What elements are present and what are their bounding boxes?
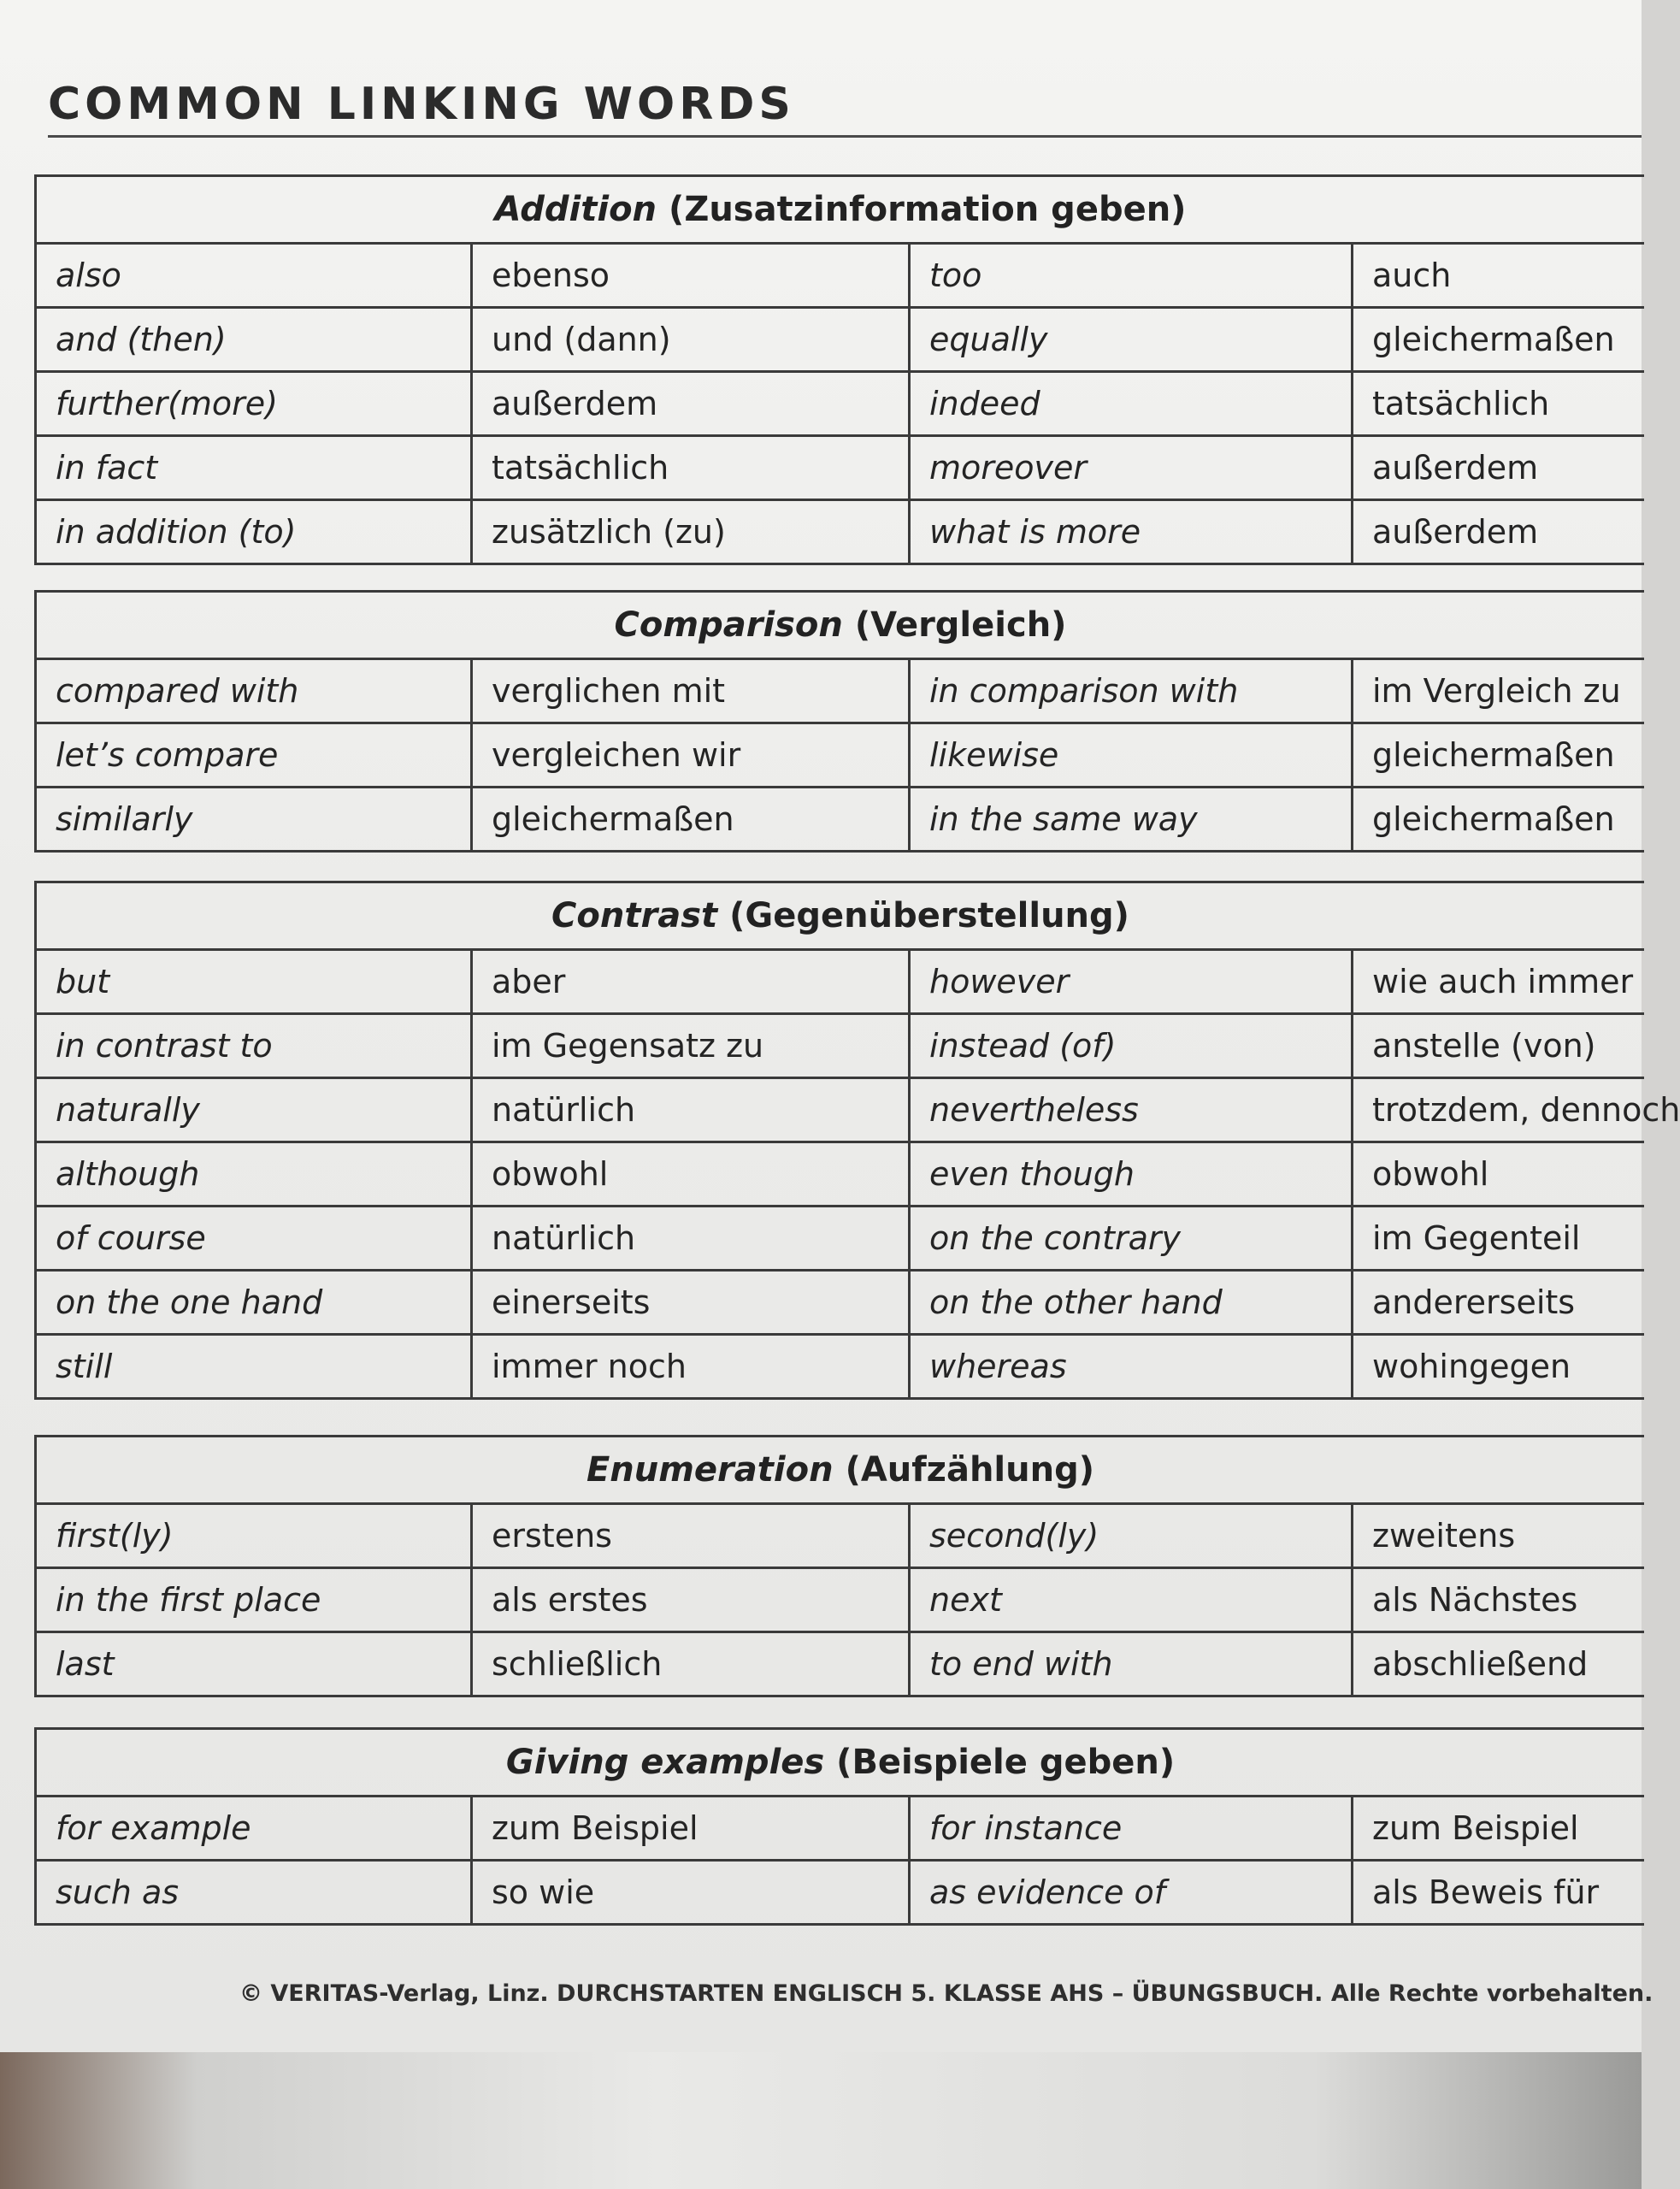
- german-translation: als Beweis für: [1372, 1873, 1600, 1911]
- english-term: of course: [37, 1207, 473, 1269]
- german-translation: vergleichen wir: [473, 724, 911, 786]
- german-translation: als erstes: [473, 1569, 911, 1631]
- table-row: [37, 1079, 1680, 1143]
- english-term: in the same way: [911, 788, 1353, 850]
- german-translation: natürlich: [473, 1079, 911, 1141]
- english-term: in contrast to: [37, 1015, 473, 1077]
- german-translation: obwohl: [473, 1143, 911, 1205]
- table-row: [37, 373, 1644, 437]
- english-term: but: [37, 951, 473, 1012]
- english-term: first(ly): [37, 1505, 473, 1567]
- german-translation: außerdem: [1372, 513, 1539, 551]
- german-translation: anstelle (von): [1372, 1027, 1596, 1065]
- german-translation: im Vergleich zu: [1372, 672, 1621, 710]
- english-term: naturally: [37, 1079, 473, 1141]
- german-translation: außerdem: [1372, 449, 1539, 487]
- english-term: further(more): [37, 373, 473, 434]
- table-row: [37, 309, 1644, 373]
- english-term: even though: [911, 1143, 1353, 1205]
- german-translation: andererseits: [1372, 1283, 1576, 1321]
- german-translation: abschließend: [1372, 1645, 1589, 1683]
- section-title-english: Enumeration: [586, 1450, 834, 1490]
- english-term: on the one hand: [37, 1272, 473, 1333]
- table-row: [37, 1336, 1644, 1400]
- german-translation: und (dann): [473, 309, 911, 370]
- english-term: last: [37, 1633, 473, 1695]
- table-row: [37, 1633, 1644, 1697]
- table-row: [37, 1015, 1644, 1079]
- section-title-english: Contrast: [551, 896, 718, 935]
- german-translation: tatsächlich: [473, 437, 911, 499]
- english-term: to end with: [911, 1633, 1353, 1695]
- german-translation: gleichermaßen: [1372, 736, 1615, 774]
- section-title-german: (Vergleich): [854, 605, 1067, 645]
- german-translation: wohingegen: [1372, 1348, 1571, 1385]
- table-row: [37, 1862, 1644, 1926]
- table-row: [37, 1797, 1644, 1862]
- english-term: next: [911, 1569, 1353, 1631]
- german-translation: so wie: [473, 1862, 911, 1923]
- german-translation: zusätzlich (zu): [473, 501, 911, 563]
- section-title-german: (Gegenüberstellung): [729, 896, 1129, 935]
- english-term: moreover: [911, 437, 1353, 499]
- english-term: let’s compare: [37, 724, 473, 786]
- english-term: in the first place: [37, 1569, 473, 1631]
- english-term: however: [911, 951, 1353, 1012]
- english-term: second(ly): [911, 1505, 1353, 1567]
- german-translation: gleichermaßen: [1372, 800, 1615, 838]
- german-translation: aber: [473, 951, 911, 1012]
- german-translation: verglichen mit: [473, 660, 911, 722]
- section-header: [37, 593, 1644, 660]
- english-term: as evidence of: [911, 1862, 1353, 1923]
- german-translation: gleichermaßen: [1372, 321, 1615, 358]
- english-term: on the contrary: [911, 1207, 1353, 1269]
- german-translation: immer noch: [473, 1336, 911, 1397]
- table-row: [37, 501, 1644, 565]
- copyright-footer: © VERITAS-Verlag, Linz. DURCHSTARTEN ENGLISCH 5. KLASSE AHS – ÜBUNGSBUCH. Alle Rechte vorbehalten.: [239, 1980, 1653, 2007]
- table-row: [37, 245, 1644, 309]
- section-enumeration: [34, 1435, 1644, 1697]
- section-addition: [34, 174, 1644, 565]
- table-row: [37, 1207, 1644, 1272]
- english-term: for instance: [911, 1797, 1353, 1859]
- desk-background: [0, 2052, 1642, 2189]
- german-translation: gleichermaßen: [473, 788, 911, 850]
- german-translation: ebenso: [473, 245, 911, 306]
- section-header: [37, 883, 1644, 951]
- german-translation: schließlich: [473, 1633, 911, 1695]
- english-term: likewise: [911, 724, 1353, 786]
- section-title-english: Giving examples: [505, 1743, 825, 1782]
- english-term: in comparison with: [911, 660, 1353, 722]
- english-term: indeed: [911, 373, 1353, 434]
- german-translation: trotzdem, dennoch: [1372, 1091, 1680, 1129]
- section-contrast: [34, 881, 1680, 1400]
- table-row: [37, 951, 1644, 1015]
- english-term: still: [37, 1336, 473, 1397]
- german-translation: zum Beispiel: [1372, 1809, 1579, 1847]
- table-row: [37, 1505, 1644, 1569]
- german-translation: wie auch immer: [1372, 963, 1634, 1000]
- table-row: [37, 1569, 1644, 1633]
- english-term: and (then): [37, 309, 473, 370]
- section-title-english: Addition: [494, 190, 657, 229]
- german-translation: zum Beispiel: [473, 1797, 911, 1859]
- german-translation: einerseits: [473, 1272, 911, 1333]
- english-term: similarly: [37, 788, 473, 850]
- section-title-german: (Beispiele geben): [836, 1743, 1176, 1782]
- english-term: for example: [37, 1797, 473, 1859]
- english-term: too: [911, 245, 1353, 306]
- english-term: equally: [911, 309, 1353, 370]
- table-row: [37, 1272, 1644, 1336]
- page-title: COMMON LINKING WORDS: [48, 79, 795, 130]
- english-term: whereas: [911, 1336, 1353, 1397]
- english-term: although: [37, 1143, 473, 1205]
- german-translation: erstens: [473, 1505, 911, 1567]
- german-translation: zweitens: [1372, 1517, 1516, 1555]
- english-term: on the other hand: [911, 1272, 1353, 1333]
- section-title-german: (Aufzählung): [845, 1450, 1095, 1490]
- section-title-english: Comparison: [614, 605, 843, 645]
- german-translation: außerdem: [473, 373, 911, 434]
- section-title-german: (Zusatzinformation geben): [669, 190, 1187, 229]
- section-comparison: [34, 590, 1644, 853]
- german-translation: natürlich: [473, 1207, 911, 1269]
- german-translation: obwohl: [1372, 1155, 1489, 1193]
- english-term: in addition (to): [37, 501, 473, 563]
- section-header: [37, 177, 1644, 245]
- german-translation: als Nächstes: [1372, 1581, 1578, 1619]
- english-term: such as: [37, 1862, 473, 1923]
- english-term: instead (of): [911, 1015, 1353, 1077]
- table-row: [37, 788, 1644, 853]
- table-row: [37, 660, 1644, 724]
- title-rule: [48, 135, 1642, 138]
- section-header: [37, 1730, 1644, 1797]
- section-giving-examples: [34, 1727, 1644, 1926]
- german-translation: tatsächlich: [1372, 385, 1550, 422]
- table-row: [37, 724, 1644, 788]
- english-term: compared with: [37, 660, 473, 722]
- german-translation: auch: [1372, 257, 1452, 294]
- english-term: in fact: [37, 437, 473, 499]
- german-translation: im Gegenteil: [1372, 1219, 1581, 1257]
- section-header: [37, 1437, 1644, 1505]
- english-term: also: [37, 245, 473, 306]
- table-row: [37, 1143, 1644, 1207]
- table-row: [37, 437, 1644, 501]
- german-translation: im Gegensatz zu: [473, 1015, 911, 1077]
- english-term: nevertheless: [911, 1079, 1353, 1141]
- english-term: what is more: [911, 501, 1353, 563]
